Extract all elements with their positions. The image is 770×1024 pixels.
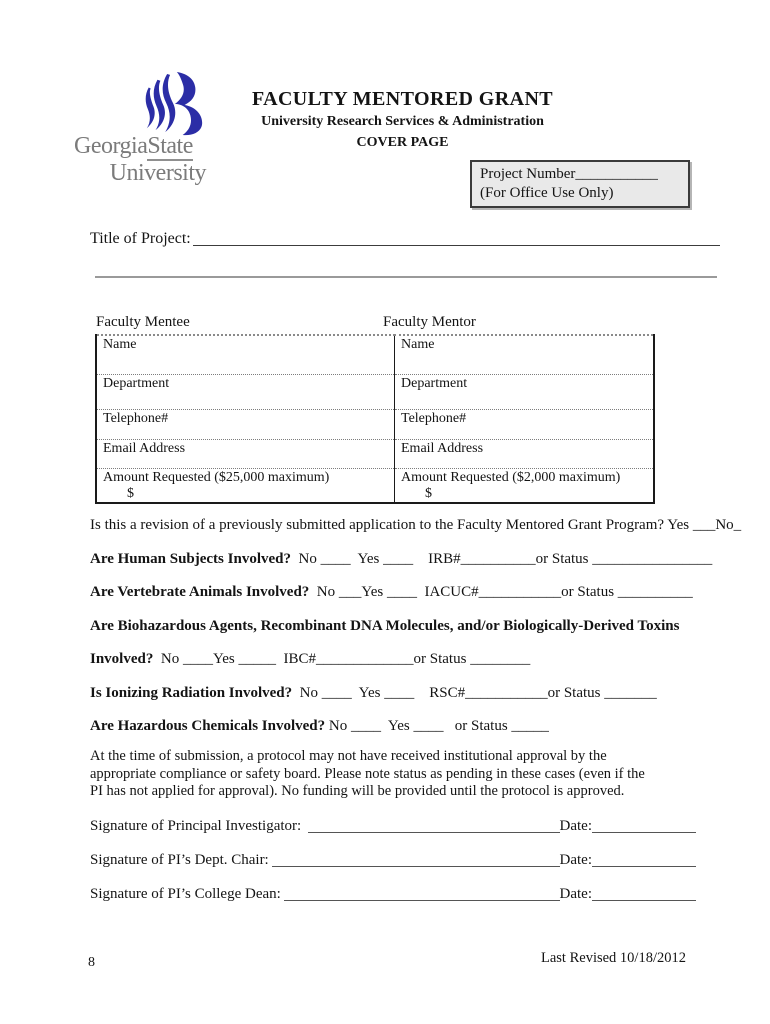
mentor-amount-dollar: $ [425, 486, 432, 501]
mentee-department-cell: Department [96, 375, 395, 410]
date-label: Date: [559, 886, 592, 902]
notice-line-3: PI has not applied for approval). No funding will be provided until the protocol is approved. [90, 783, 625, 799]
mentee-name-cell: Name [96, 335, 395, 375]
date-label: Date: [559, 818, 592, 834]
mentor-telephone-cell: Telephone# [395, 410, 655, 440]
question-human-subjects [90, 549, 738, 583]
table-row [96, 375, 654, 410]
table-row [96, 440, 654, 469]
question-bold: Involved? [90, 651, 154, 667]
title-of-project-label: Title of Project: [90, 230, 191, 247]
question-rest: No ____ Yes ____ IRB#__________or Status ________________ [291, 550, 713, 567]
mentee-amount-cell [96, 469, 395, 504]
title-of-project-line2 [95, 276, 717, 278]
question-hazardous-chemicals [90, 716, 738, 750]
table-row [96, 469, 654, 504]
signature-line [308, 832, 560, 833]
faculty-table-headers [95, 314, 655, 334]
logo-word-state: State [147, 133, 193, 159]
notice-line-1: At the time of submission, a protocol may not have received institutional approval by the [90, 748, 607, 764]
signature-line [284, 900, 560, 901]
question-rest: No ____ Yes ____ or Status _____ [325, 718, 549, 734]
mentee-telephone-cell: Telephone# [96, 410, 395, 440]
question-biohazardous-line1 [90, 616, 738, 650]
faculty-table [95, 334, 655, 504]
signatures-section [90, 802, 696, 904]
question-rest: No ____Yes _____ IBC#_____________or Status ________ [153, 651, 531, 667]
logo-georgia-state [74, 133, 208, 159]
form-title: FACULTY MENTORED GRANT [251, 88, 554, 110]
question-rest: Is this a revision of a previously submitted application to the Faculty Mentored Grant Program? Yes ___No_ [90, 517, 742, 533]
signature-row-pi [90, 802, 696, 836]
question-biohazardous-line2 [90, 649, 738, 683]
mentor-amount-cell [395, 469, 655, 504]
logo-word-georgia: Georgia [74, 133, 148, 159]
mentor-email-cell: Email Address [395, 440, 655, 469]
question-vertebrate-animals [90, 582, 738, 616]
signature-label: Signature of PI’s College Dean: [90, 886, 281, 902]
page-number: 8 [88, 955, 95, 970]
date-label: Date: [559, 852, 592, 868]
form-subtitle: University Research Services & Administration [261, 114, 544, 129]
question-bold: Are Hazardous Chemicals Involved? [90, 718, 326, 734]
question-bold: Are Biohazardous Agents, Recombinant DNA Molecules, and/or Biologically-Derived Toxins [90, 617, 680, 634]
question-bold: Are Human Subjects Involved? [90, 550, 291, 567]
project-number-label: Project Number___________ [480, 166, 658, 182]
date-line [592, 866, 696, 867]
title-of-project-line [193, 245, 720, 246]
project-number-box [470, 160, 690, 208]
question-rest: No ___Yes ____ IACUC#___________or Status __________ [309, 584, 693, 600]
question-rest: No ____ Yes ____ RSC#___________or Status _______ [292, 684, 657, 701]
title-of-project-row [90, 230, 720, 248]
date-line [592, 832, 696, 833]
signature-label: Signature of Principal Investigator: [90, 818, 305, 834]
logo-university: University [109, 160, 206, 186]
cover-page-label: COVER PAGE [356, 135, 449, 150]
mentor-name-cell: Name [401, 337, 435, 352]
question-ionizing-radiation [90, 683, 738, 717]
office-use-label: (For Office Use Only) [480, 185, 614, 201]
last-revised-label: Last Revised 10/18/2012 [541, 950, 686, 966]
question-revision [90, 515, 742, 549]
signature-line [272, 866, 560, 867]
mentee-amount-dollar: $ [127, 486, 134, 501]
questions-section [90, 515, 742, 750]
mentee-amount-label: Amount Requested ($25,000 maximum) [103, 470, 330, 485]
table-row [96, 410, 654, 440]
compliance-notice [90, 748, 690, 801]
mentor-department-cell: Department [395, 375, 655, 410]
faculty-mentee-header: Faculty Mentee [96, 314, 190, 330]
signature-label: Signature of PI’s Dept. Chair: [90, 852, 269, 868]
signature-row-college-dean [90, 870, 696, 904]
mentee-email-cell: Email Address [96, 440, 395, 469]
gsu-flame-icon [138, 72, 206, 136]
faculty-mentor-header: Faculty Mentor [383, 314, 476, 330]
notice-line-2: appropriate compliance or safety board. Please note status as pending in these cases (even if the [90, 765, 645, 782]
date-line [592, 900, 696, 901]
question-bold: Is Ionizing Radiation Involved? [90, 684, 293, 701]
signature-row-dept-chair [90, 836, 696, 870]
mentor-amount-label: Amount Requested ($2,000 maximum) [401, 470, 621, 485]
heading-block [210, 88, 595, 151]
table-row [96, 335, 654, 375]
question-bold: Are Vertebrate Animals Involved? [90, 584, 310, 600]
